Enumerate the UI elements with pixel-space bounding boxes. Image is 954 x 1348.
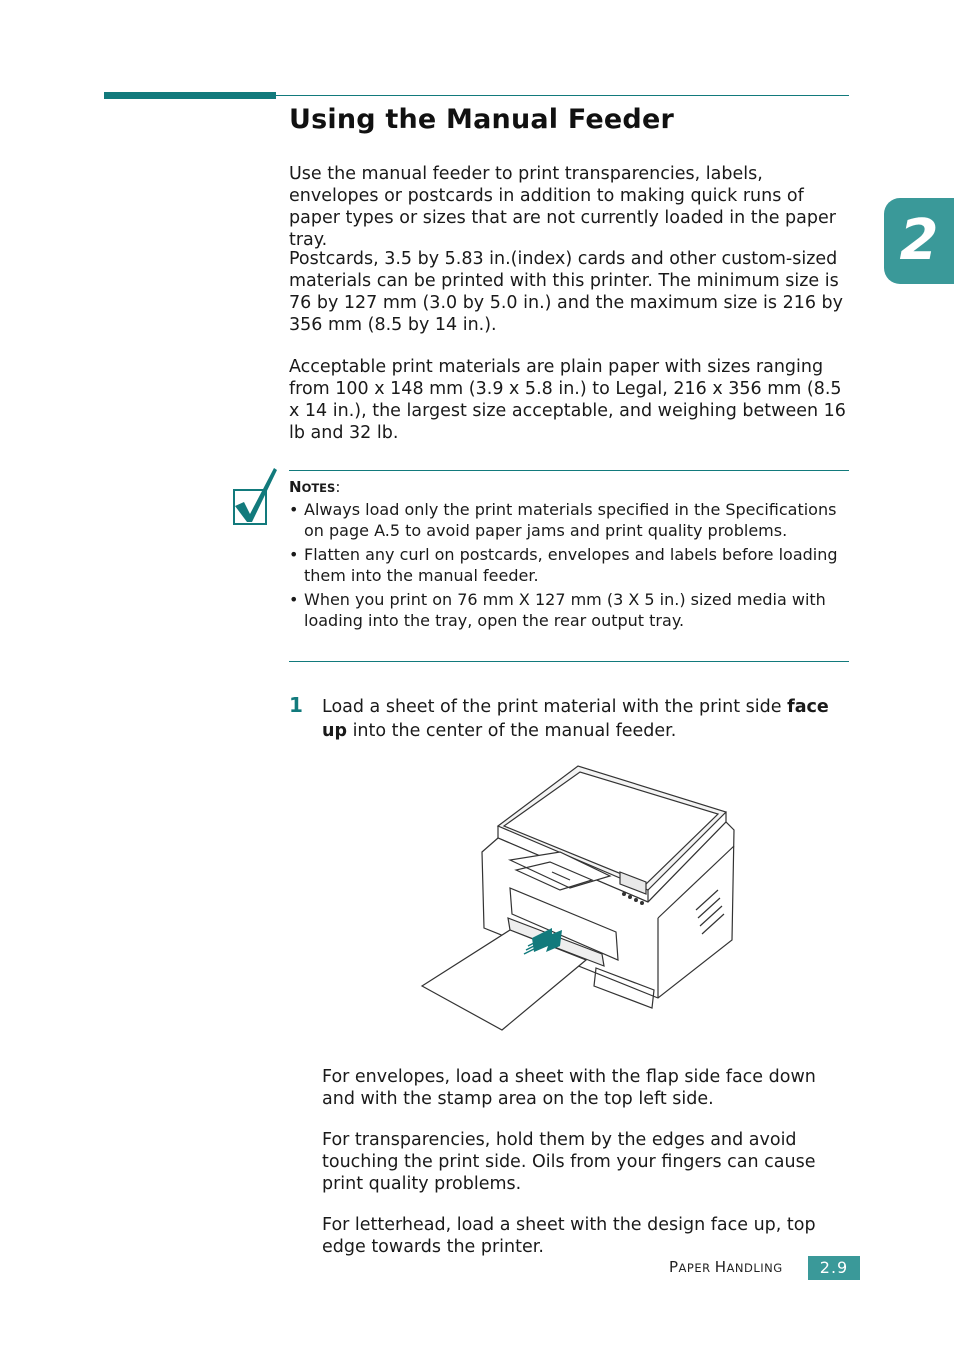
notes-title-colon: :: [335, 478, 341, 496]
page-number: 2.9: [808, 1256, 860, 1280]
intro-paragraph-3: Acceptable print materials are plain paper with sizes ranging from 100 x 148 mm (3.9 x 5.8 in.) to Legal, 216 x 356 mm (8.5 x 14 in.), the largest size acceptable, and weighing between 16 lb and 32 lb.: [289, 357, 846, 443]
page-title: Using the Manual Feeder: [289, 104, 674, 135]
tip-letterhead: For letterhead, load a sheet with the design face up, top edge towards the printer.: [322, 1215, 816, 1257]
step-text-after: into the center of the manual feeder.: [347, 721, 677, 741]
footer-section-label: [669, 1258, 783, 1276]
header-rule-thick: [104, 92, 276, 99]
note-item: • Flatten any curl on postcards, envelopes and labels before loading them into the manual feeder.: [289, 545, 849, 586]
tip-transparencies: For transparencies, hold them by the edges and avoid touching the print side. Oils from your fingers can cause print quality problems.: [322, 1130, 816, 1194]
intro-paragraph-2: Postcards, 3.5 by 5.83 in.(index) cards and other custom-sized materials can be printed with this printer. The minimum size is 76 by 127 mm (3.0 by 5.0 in.) and the maximum size is 216 by 356 mm (8.5 by 14 in.).: [289, 249, 844, 335]
chapter-tab: 2: [884, 198, 954, 284]
tip-envelopes: For envelopes, load a sheet with the flap side face down and with the stamp area on the top left side.: [322, 1067, 816, 1109]
step-number: 1: [289, 693, 303, 717]
step-text: [322, 695, 849, 743]
footer-label-aper: APER: [678, 1261, 715, 1275]
footer-label-p: P: [669, 1258, 679, 1276]
notes-list: [289, 500, 849, 635]
footer-label-h: H: [714, 1258, 727, 1276]
intro-paragraph-1: Use the manual feeder to print transparencies, labels, envelopes or postcards in addition to making quick runs of paper types or sizes that are not currently loaded in the paper tray.: [289, 164, 836, 250]
step-text-before: Load a sheet of the print material with the print side: [322, 697, 788, 717]
footer-label-andling: ANDLING: [726, 1261, 783, 1275]
note-item: • Always load only the print materials specified in the Specifications on page A.5 to avoid paper jams and print quality problems.: [289, 500, 849, 541]
notes-title-rest: OTES: [301, 481, 336, 495]
notes-title-initial: N: [289, 478, 302, 496]
notes-title: [289, 478, 340, 496]
step-text-bold: face up: [322, 697, 829, 741]
printer-illustration: [420, 760, 740, 1032]
checkmark-icon: [232, 466, 278, 526]
note-item: • When you print on 76 mm X 127 mm (3 X 5 in.) sized media with loading into the tray, open the rear output tray.: [289, 590, 849, 631]
header-rule-thin: [276, 95, 849, 96]
